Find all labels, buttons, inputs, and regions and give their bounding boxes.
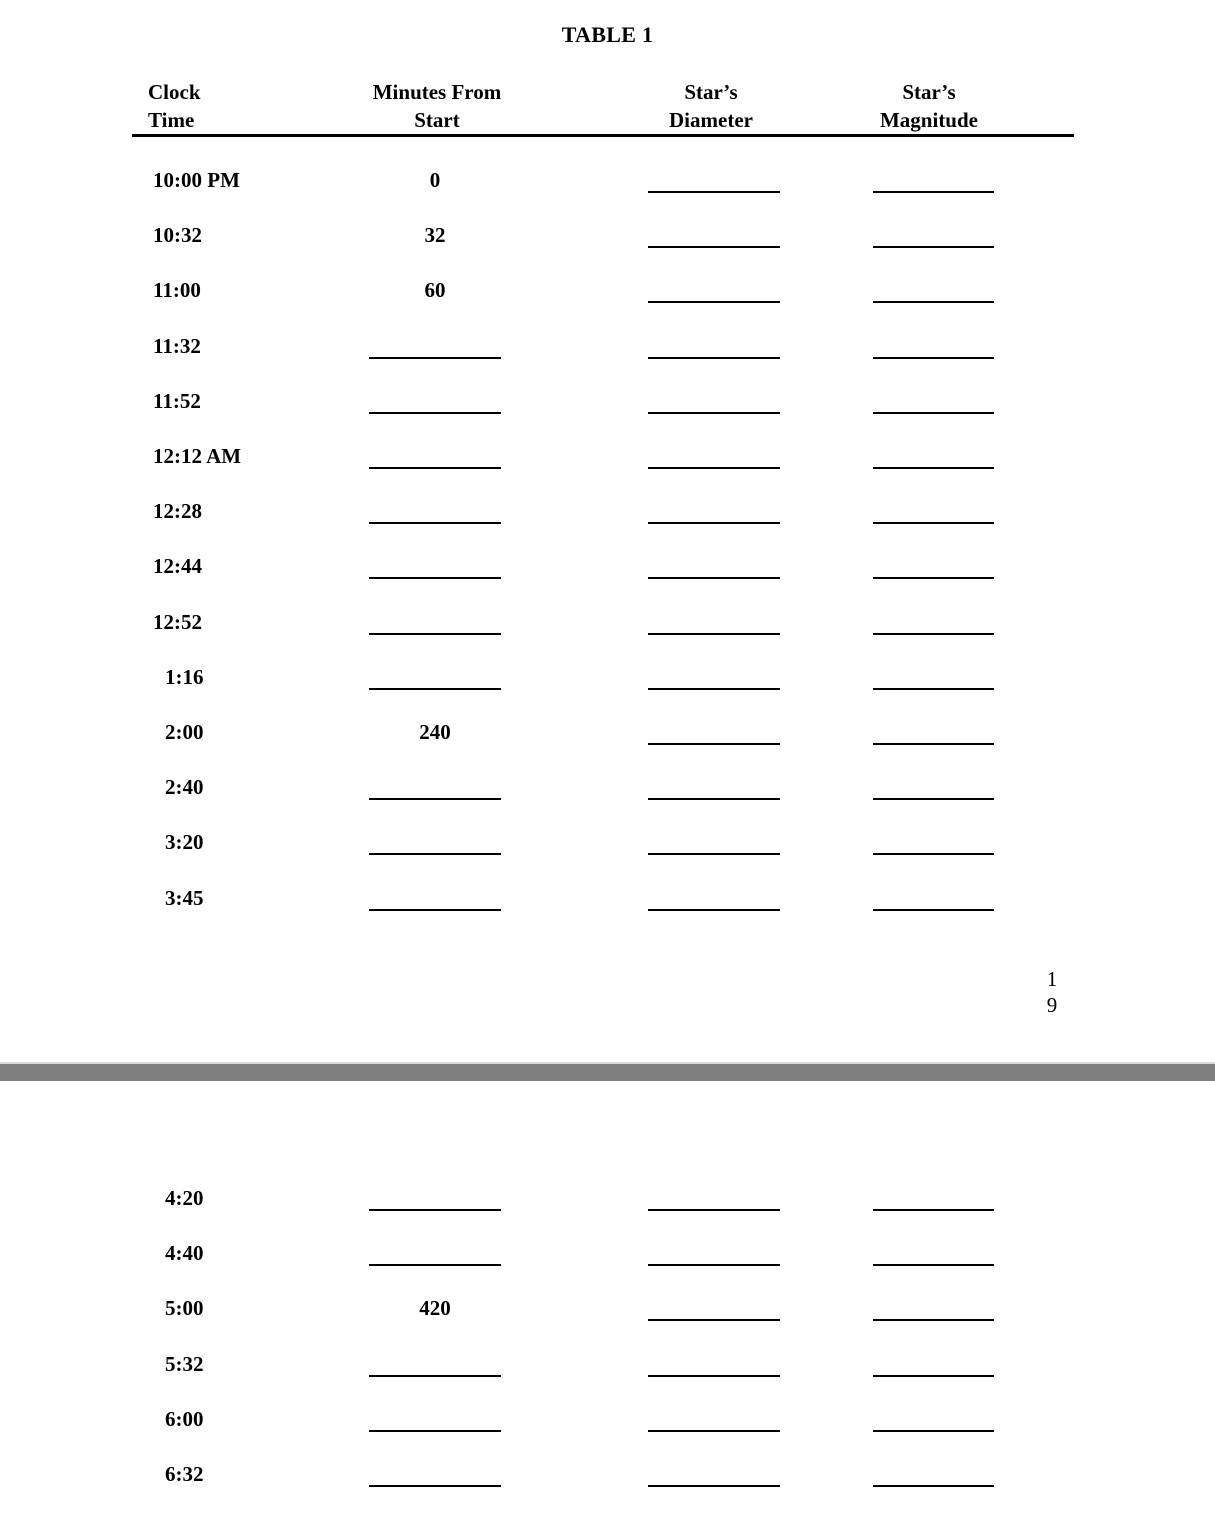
table-row: [0, 1351, 1215, 1391]
magnitude-blank-line[interactable]: [873, 853, 994, 855]
magnitude-blank-line[interactable]: [873, 798, 994, 800]
diameter-blank-line[interactable]: [648, 743, 780, 745]
clock-time-cell: 3:20: [165, 830, 204, 854]
page-break-divider: [0, 1062, 1215, 1081]
minutes-blank-line[interactable]: [369, 853, 501, 855]
table-row: [0, 664, 1215, 704]
diameter-blank-line[interactable]: [648, 412, 780, 414]
clock-time-cell: 5:32: [165, 1352, 204, 1376]
diameter-blank-line[interactable]: [648, 301, 780, 303]
clock-time-cell: 11:32: [153, 334, 201, 358]
diameter-blank-line[interactable]: [648, 467, 780, 469]
magnitude-blank-line[interactable]: [873, 633, 994, 635]
diameter-blank-line[interactable]: [648, 688, 780, 690]
magnitude-blank-line[interactable]: [873, 467, 994, 469]
table-row: [0, 553, 1215, 593]
minutes-from-start-cell: 60: [424, 278, 446, 302]
minutes-blank-line[interactable]: [369, 1375, 501, 1377]
magnitude-blank-line[interactable]: [873, 1430, 994, 1432]
minutes-blank-line[interactable]: [369, 467, 501, 469]
minutes-from-start-cell: 420: [419, 1296, 451, 1320]
table-row: [0, 443, 1215, 483]
magnitude-blank-line[interactable]: [873, 1375, 994, 1377]
diameter-blank-line[interactable]: [648, 1485, 780, 1487]
magnitude-blank-line[interactable]: [873, 688, 994, 690]
table-row: [0, 1406, 1215, 1446]
diameter-blank-line[interactable]: [648, 1264, 780, 1266]
header-clock-time: Clock Time: [148, 80, 201, 132]
clock-time-cell: 11:52: [153, 389, 201, 413]
header-divider-line: [132, 134, 1074, 137]
magnitude-blank-line[interactable]: [873, 522, 994, 524]
magnitude-blank-line[interactable]: [873, 909, 994, 911]
diameter-blank-line[interactable]: [648, 1209, 780, 1211]
clock-time-cell: 3:45: [165, 886, 204, 910]
table-row: [0, 1240, 1215, 1280]
magnitude-blank-line[interactable]: [873, 246, 994, 248]
clock-time-cell: 11:00: [153, 278, 201, 302]
magnitude-blank-line[interactable]: [873, 191, 994, 193]
diameter-blank-line[interactable]: [648, 1375, 780, 1377]
diameter-blank-line[interactable]: [648, 853, 780, 855]
minutes-blank-line[interactable]: [369, 909, 501, 911]
table-row: [0, 167, 1215, 207]
diameter-blank-line[interactable]: [648, 357, 780, 359]
magnitude-blank-line[interactable]: [873, 1485, 994, 1487]
magnitude-blank-line[interactable]: [873, 1264, 994, 1266]
diameter-blank-line[interactable]: [648, 191, 780, 193]
minutes-blank-line[interactable]: [369, 1430, 501, 1432]
diameter-blank-line[interactable]: [648, 798, 780, 800]
magnitude-blank-line[interactable]: [873, 357, 994, 359]
minutes-blank-line[interactable]: [369, 522, 501, 524]
clock-time-cell: 6:00: [165, 1407, 204, 1431]
diameter-blank-line[interactable]: [648, 1430, 780, 1432]
table-row: [0, 609, 1215, 649]
diameter-blank-line[interactable]: [648, 577, 780, 579]
minutes-blank-line[interactable]: [369, 412, 501, 414]
table-row: [0, 277, 1215, 317]
minutes-from-start-cell: 32: [424, 223, 446, 247]
diameter-blank-line[interactable]: [648, 633, 780, 635]
page-number: 1 9: [1046, 967, 1058, 1017]
minutes-blank-line[interactable]: [369, 357, 501, 359]
magnitude-blank-line[interactable]: [873, 412, 994, 414]
header-stars-diameter: Star’s Diameter: [669, 80, 753, 132]
clock-time-cell: 4:40: [165, 1241, 204, 1265]
minutes-blank-line[interactable]: [369, 1485, 501, 1487]
clock-time-cell: 10:32: [153, 223, 202, 247]
minutes-blank-line[interactable]: [369, 633, 501, 635]
table-row: [0, 1295, 1215, 1335]
clock-time-cell: 12:28: [153, 499, 202, 523]
magnitude-blank-line[interactable]: [873, 301, 994, 303]
minutes-blank-line[interactable]: [369, 798, 501, 800]
clock-time-cell: 10:00 PM: [153, 168, 240, 192]
table-row: [0, 885, 1215, 925]
magnitude-blank-line[interactable]: [873, 1319, 994, 1321]
clock-time-cell: 6:32: [165, 1462, 204, 1486]
magnitude-blank-line[interactable]: [873, 743, 994, 745]
diameter-blank-line[interactable]: [648, 522, 780, 524]
table-row: [0, 333, 1215, 373]
minutes-blank-line[interactable]: [369, 577, 501, 579]
magnitude-blank-line[interactable]: [873, 577, 994, 579]
minutes-blank-line[interactable]: [369, 1264, 501, 1266]
clock-time-cell: 12:44: [153, 554, 202, 578]
table-row: [0, 498, 1215, 538]
clock-time-cell: 2:00: [165, 720, 204, 744]
table-row: [0, 388, 1215, 428]
clock-time-cell: 12:52: [153, 610, 202, 634]
table-row: [0, 1185, 1215, 1225]
clock-time-cell: 2:40: [165, 775, 204, 799]
table-row: [0, 719, 1215, 759]
magnitude-blank-line[interactable]: [873, 1209, 994, 1211]
table-row: [0, 222, 1215, 262]
clock-time-cell: 4:20: [165, 1186, 204, 1210]
table-row: [0, 829, 1215, 869]
diameter-blank-line[interactable]: [648, 909, 780, 911]
diameter-blank-line[interactable]: [648, 246, 780, 248]
minutes-from-start-cell: 240: [419, 720, 451, 744]
minutes-from-start-cell: 0: [429, 168, 441, 192]
table-row: [0, 774, 1215, 814]
table-title: TABLE 1: [561, 22, 654, 47]
clock-time-cell: 1:16: [165, 665, 204, 689]
diameter-blank-line[interactable]: [648, 1319, 780, 1321]
table-row: [0, 1461, 1215, 1501]
header-stars-magnitude: Star’s Magnitude: [879, 80, 978, 132]
clock-time-cell: 5:00: [165, 1296, 204, 1320]
clock-time-cell: 12:12 AM: [153, 444, 242, 468]
minutes-blank-line[interactable]: [369, 1209, 501, 1211]
minutes-blank-line[interactable]: [369, 688, 501, 690]
document-page-bottom: [0, 1081, 1215, 1520]
header-minutes-from-start: Minutes From Start: [372, 80, 502, 132]
